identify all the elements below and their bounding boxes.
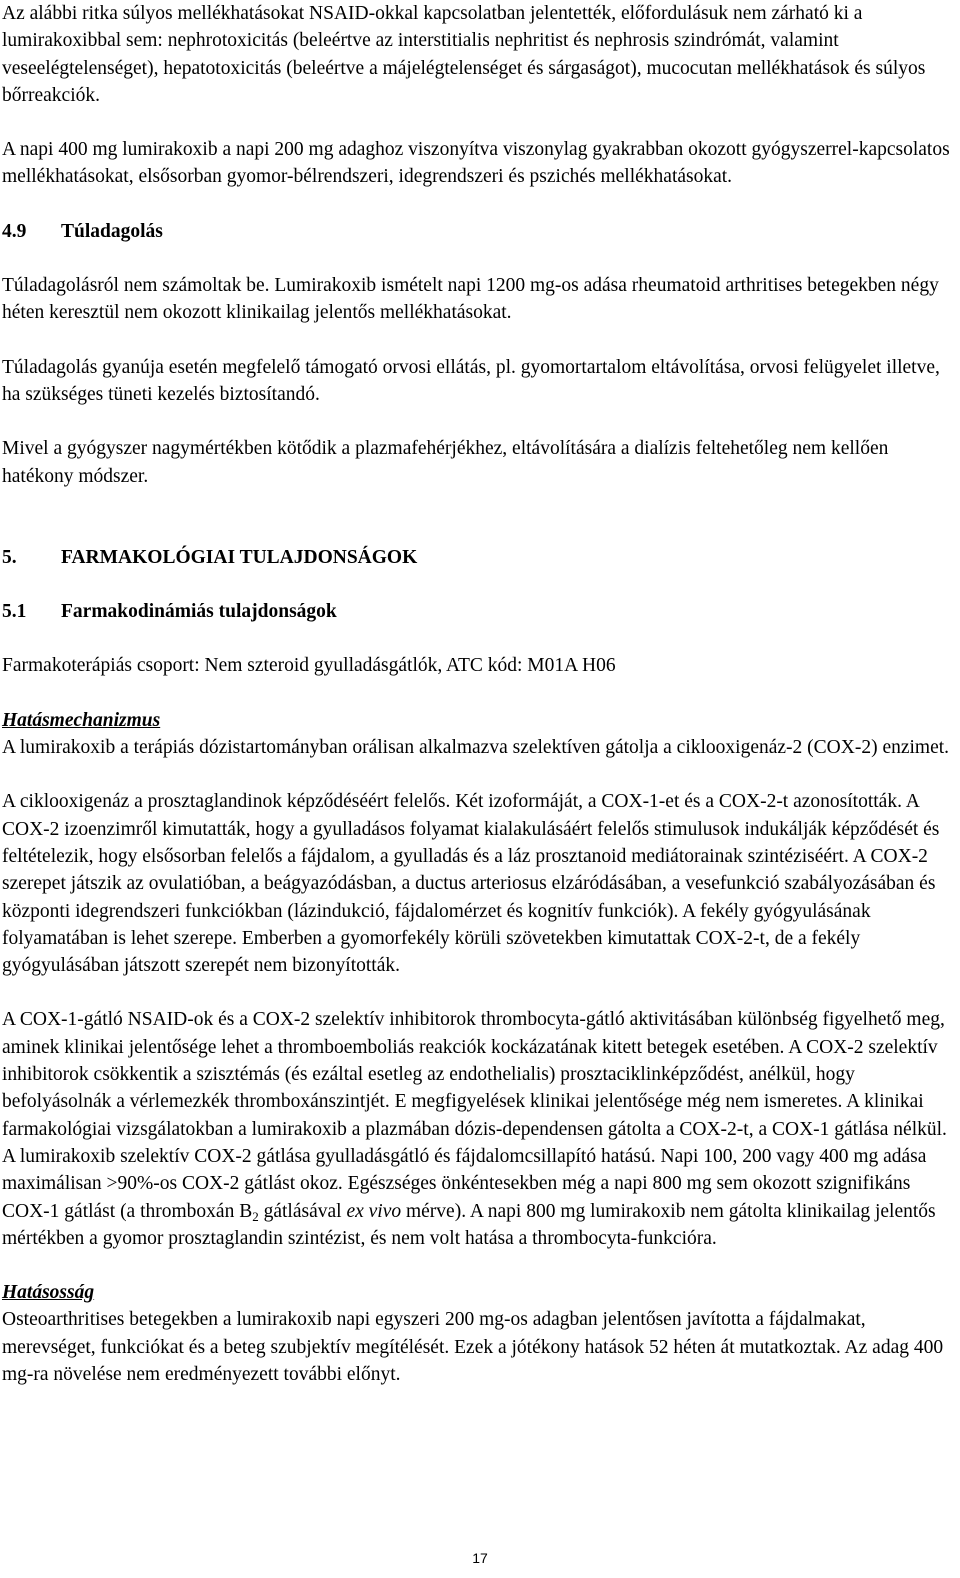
section-heading-5-1 [2,598,954,625]
mechanism-subheading: Hatásmechanizmus [2,709,161,731]
dose-comparison-paragraph: A napi 400 mg lumirakoxib a napi 200 mg adaghoz viszonyítva viszonylag gyakrabban okozott gyógyszerrel-kapcsolatos mellékhatásokat, elsősorban gyomor-bélrendszeri, idegrendszeri és pszichés mellékhatásokat. [2,139,950,188]
page-number: 17 [472,1550,488,1566]
section-heading-5 [2,544,954,571]
pharmacotherapeutic-group: Farmakoterápiás csoport: Nem szteroid gyulladásgátlók, ATC kód: M01A H06 [2,655,616,677]
text-run: A COX-1-gátló NSAID-ok és a COX-2 szelektív inhibitorok thrombocyta-gátló aktivitásában különbség figyelhető meg, aminek klinikai jelentősége lehet a thromboemboliás reakciók kockázatának kitett betegek esetében. A COX-2 szelektív inhibitorok csökkentik a szisztémás (és ezáltal esetleg az endothelialis) prosztaciklinképződést, anélkül, hogy befolyásolnák a vérlemezkék thromboxánszintjét. E megfigyelések klinikai jelentősége még nem ismeretes. A klinikai farmakológiai vizsgálatokban a lumirakoxib a plazmában dózis-dependensen gátolta a COX-2-t, a COX-1 gátlása nélkül. A lumirakoxib szelektív COX-2 gátlása gyulladásgátló és fájdalomcsillapító hatású. Napi 100, 200 vagy 400 mg adása maximálisan >90%-os COX-2 gátlást okoz. Egészséges önkéntesekben még a napi 800 mg sem okozott szignifikáns COX-1 gátlást (a thromboxán B [2,1009,947,1222]
document-page [2,0,954,1388]
section-heading-4-9 [2,218,954,245]
section-number: 4.9 [2,220,27,242]
italic-term: ex vivo [346,1200,402,1222]
section-number: 5. [2,546,17,568]
overdose-paragraph-3: Mivel a gyógyszer nagymértékben kötődik a plazmafehérjékhez, eltávolítására a dialízis feltehetőleg nem kellően hatékony módszer. [2,438,889,487]
mechanism-paragraph-1: A lumirakoxib a terápiás dózistartományban orálisan alkalmazva szelektíven gátolja a ciklooxigenáz-2 (COX-2) enzimet. [2,737,950,759]
section-title: Túladagolás [61,220,163,242]
section-title: FARMAKOLÓGIAI TULAJDONSÁGOK [61,546,418,568]
mechanism-paragraph-3 [2,1006,954,1252]
overdose-paragraph-2: Túladagolás gyanúja esetén megfelelő támogató orvosi ellátás, pl. gyomortartalom eltávolítása, orvosi felügyelet illetve, ha szükséges tüneti kezelés biztosítandó. [2,356,940,405]
text-run: gátlásával [258,1200,347,1222]
mechanism-paragraph-2: A ciklooxigenáz a prosztaglandinok képződéséért felelős. Két izoformáját, a COX-1-et és a COX-2-t azonosították. A COX-2 izoenzimről kimutatták, hogy a gyulladásos folyamat kialakulásáért felelős stimulusok indukálják képződését és feltételezik, hogy elsősorban felelős a fájdalom, a gyulladás és a láz prosztanoid mediátorainak szintéziséért. A COX-2 szerepet játszik az ovulatióban, a beágyazódásban, a ductus arteriosus elzáródásában, a vesefunkció szabályozásában és központi idegrendszeri funkciókban (lázindukció, fájdalomérzet és kognitív funkciók). A fekély gyógyulásának folyamatában is lehet szerepe. Emberben a gyomorfekély körüli szövetekben kimutattak COX-2-t, de a fekély gyógyulásában játszott szerepét nem bizonyították. [2,791,940,977]
section-number: 5.1 [2,601,27,623]
subscript: 2 [252,1208,259,1224]
efficacy-subheading: Hatásosság [2,1282,95,1304]
text-run: mérve). A napi 800 mg lumirakoxib nem gátolta klinikailag jelentős mértékben a gyomor prosztaglandin szintézist, és nem volt hatása a thrombocyta-funkcióra. [2,1200,936,1249]
section-title: Farmakodinámiás tulajdonságok [61,601,337,623]
efficacy-paragraph: Osteoarthritises betegekben a lumirakoxib napi egyszeri 200 mg-os adagban jelentősen javította a fájdalmakat, merevséget, funkciókat és a beteg szubjektív megítélését. Ezek a jótékony hatások 52 héten át mutatkoztak. Az adag 400 mg-ra növelése nem eredményezett további előnyt. [2,1309,944,1385]
adverse-effects-paragraph: Az alábbi ritka súlyos mellékhatásokat NSAID-okkal kapcsolatban jelentették, előfordulásuk nem zárható ki a lumirakoxibbal sem: nephrotoxicitás (beleértve az interstitialis nephritist és nephrosis szindrómát, valamint veseelégtelenséget), hepatotoxicitás (beleértve a májelégtelenséget és sárgaságot), mucocutan mellékhatások és súlyos bőrreakciók. [2,3,926,106]
overdose-paragraph-1: Túladagolásról nem számoltak be. Lumirakoxib ismételt napi 1200 mg-os adása rheumatoid arthritises betegekben négy héten keresztül nem okozott klinikailag jelentős mellékhatásokat. [2,275,939,324]
